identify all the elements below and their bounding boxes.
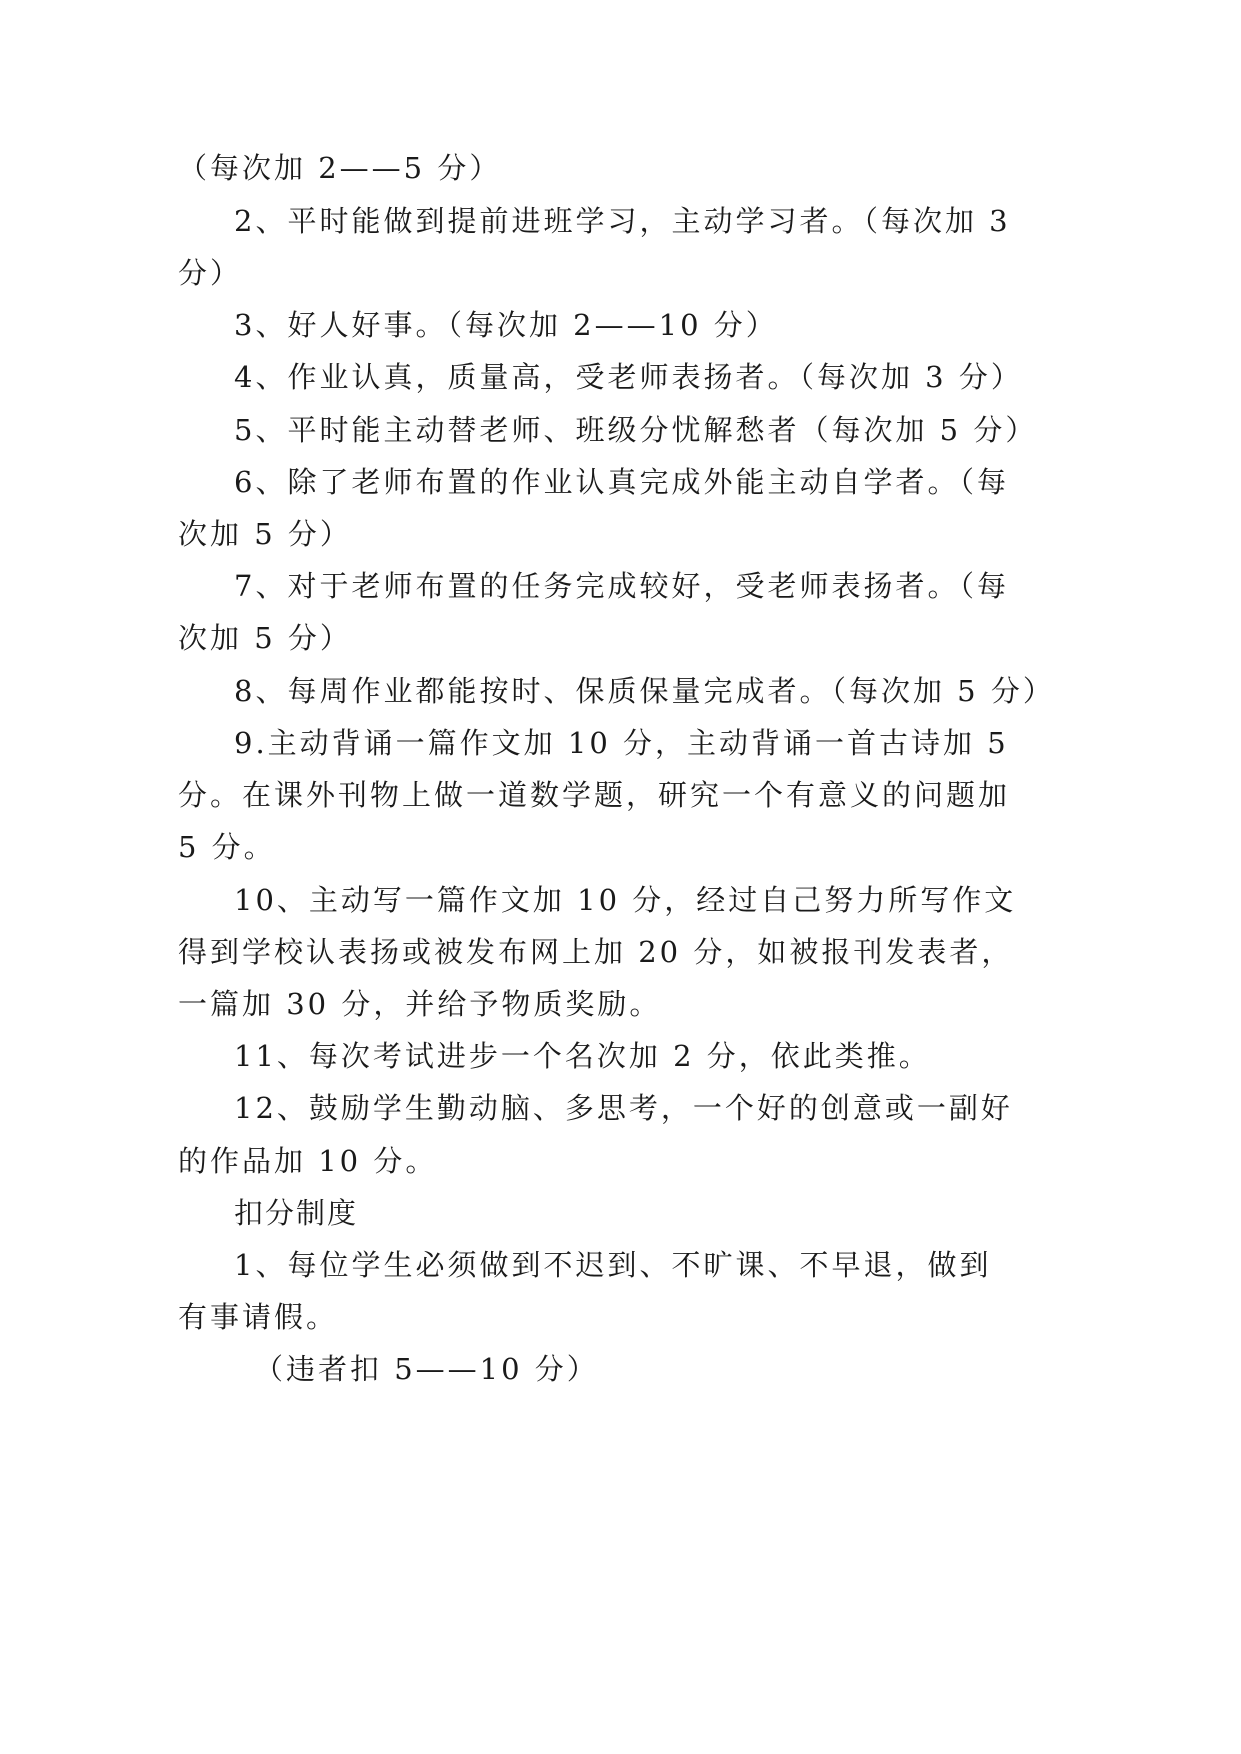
- text-line: 9.主动背诵一篇作文加 10 分，主动背诵一首古诗加 5: [234, 726, 1009, 760]
- text-line: 有事请假。: [178, 1300, 339, 1334]
- section-heading: 扣分制度: [234, 1196, 359, 1230]
- text-line: 次加 5 分）: [178, 621, 352, 655]
- text-line: 5 分。: [178, 830, 276, 864]
- text-line: （违者扣 5——10 分）: [254, 1352, 599, 1386]
- text-line: 得到学校认表扬或被发布网上加 20 分，如被报刊发表者，: [178, 935, 1014, 969]
- text-line: （每次加 2——5 分）: [178, 151, 502, 185]
- text-line: 5、平时能主动替老师、班级分忧解愁者（每次加 5 分）: [234, 413, 1038, 447]
- text-line: 10、主动写一篇作文加 10 分，经过自己努力所写作文: [234, 883, 1017, 917]
- text-line: 3、好人好事。（每次加 2——10 分）: [234, 308, 778, 342]
- text-line: 次加 5 分）: [178, 517, 352, 551]
- text-line: 6、除了老师布置的作业认真完成外能主动自学者。（每: [234, 465, 1009, 499]
- text-line: 11、每次考试进步一个名次加 2 分，依此类推。: [234, 1039, 931, 1073]
- text-line: 分。在课外刊物上做一道数学题，研究一个有意义的问题加: [178, 778, 1011, 812]
- text-line: 8、每周作业都能按时、保质保量完成者。（每次加 5 分）: [234, 674, 1055, 708]
- text-line: 4、作业认真，质量高，受老师表扬者。（每次加 3 分）: [234, 360, 1023, 394]
- text-line: 12、鼓励学生勤动脑、多思考，一个好的创意或一副好: [234, 1091, 1013, 1125]
- text-line: 1、每位学生必须做到不迟到、不旷课、不早退，做到: [234, 1248, 992, 1282]
- text-line: 的作品加 10 分。: [178, 1144, 438, 1178]
- text-line: 7、对于老师布置的任务完成较好，受老师表扬者。（每: [234, 569, 1009, 603]
- text-line: 一篇加 30 分，并给予物质奖励。: [178, 987, 662, 1021]
- text-line: 分）: [178, 256, 243, 290]
- text-line: 2、平时能做到提前进班学习，主动学习者。（每次加 3: [234, 204, 1011, 238]
